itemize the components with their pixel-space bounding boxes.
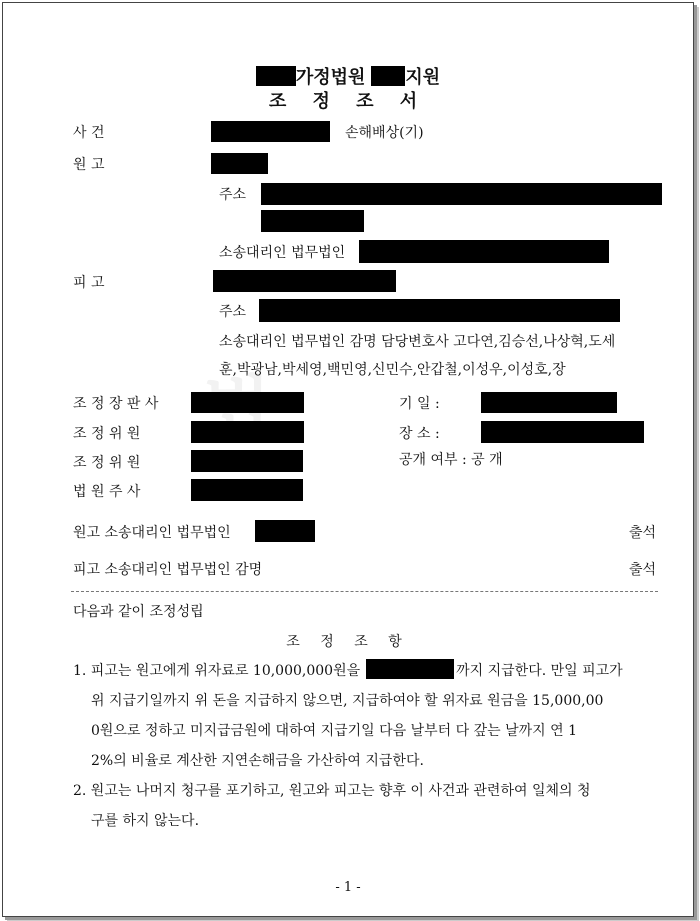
term-1-text-a: 1. 피고는 원고에게 위자료로 10,000,000원을 [73,663,361,679]
redacted-defendant-name [213,270,396,292]
term-1-line-3: 0원으로 정하고 미지급금원에 대하여 지급기일 다음 날부터 다 갚는 날까지 연 1 [91,723,578,739]
defendant-attendance-status: 출석 [629,562,657,578]
redacted-payment-date [366,659,454,679]
redacted-case-number [211,121,330,142]
redacted-plaintiff-agent [359,240,609,263]
redacted-branch-name [371,66,405,86]
section-divider [71,591,658,592]
redacted-plaintiff-name [211,153,268,174]
term-1-text-b: 까지 지급한다. 만일 피고가 [456,663,623,679]
redacted-plaintiff-address [261,183,662,205]
redacted-mediator-2 [191,450,303,472]
redacted-clerk [191,479,303,501]
court-name-line [3,63,693,89]
disclosure-status: 공개 여부 : 공 개 [399,452,503,468]
term-2-line-1: 2. 원고는 나머지 청구를 포기하고, 원고와 피고는 향후 이 사건과 관련하여 일체의 청 [73,783,591,799]
terms-title: 조 정 조 항 [286,634,410,650]
defendant-address-label: 주소 [219,304,247,320]
judge-label: 조 정 장 판 사 [73,396,159,412]
redacted-date [481,392,617,413]
plaintiff-agent-label: 소송대리인 법무법인 [219,245,346,261]
plaintiff-label: 원 고 [73,157,105,173]
document-page [2,2,694,917]
case-label: 사 건 [73,125,105,141]
redacted-plaintiff-address-2 [261,210,364,232]
term-1-line-1 [73,656,623,686]
clerk-label: 법 원 주 사 [73,484,141,500]
mediator-2-label: 조 정 위 원 [73,455,141,471]
court-suffix: 가정법원 [295,67,366,88]
plaintiff-address-label: 주소 [219,187,247,203]
mediator-1-label: 조 정 위 원 [73,426,141,442]
plaintiff-agent-attendance-label: 원고 소송대리인 법무법인 [73,525,231,541]
place-label: 장 소 : [399,426,440,442]
term-1-line-2: 위 지급기일까지 위 돈을 지급하지 않으면, 지급하여야 할 위자료 원금을 15,000,00 [91,693,604,709]
redacted-place [481,421,644,443]
term-2-line-2: 구를 하지 않는다. [91,813,200,829]
redacted-plaintiff-agent-firm [255,520,315,542]
redacted-defendant-address [259,299,620,322]
term-1-line-4: 2%의 비율로 계산한 지연손해금을 가산하여 지급한다. [91,753,424,769]
redacted-judge-name [191,392,304,413]
mediation-intro: 다음과 같이 조정성립 [73,604,204,620]
case-name: 손해배상(기) [345,125,424,141]
defendant-agent-line1: 소송대리인 법무법인 감명 담당변호사 고다연,김승선,나상혁,도세 [219,334,616,350]
defendant-agent-line2: 훈,박광남,박세영,백민영,신민수,안갑철,이성우,이성호,장 [219,362,566,378]
plaintiff-attendance-status: 출석 [629,525,657,541]
defendant-agent-attendance-label: 피고 소송대리인 법무법인 감명 [73,562,263,578]
branch-suffix: 지원 [405,67,441,88]
defendant-label: 피 고 [73,275,105,291]
document-title: 조 정 조 서 [268,91,428,112]
redacted-court-name [256,66,296,86]
redacted-mediator-1 [191,421,304,443]
page-number: - 1 - [335,880,361,895]
date-label: 기 일 : [399,396,440,412]
